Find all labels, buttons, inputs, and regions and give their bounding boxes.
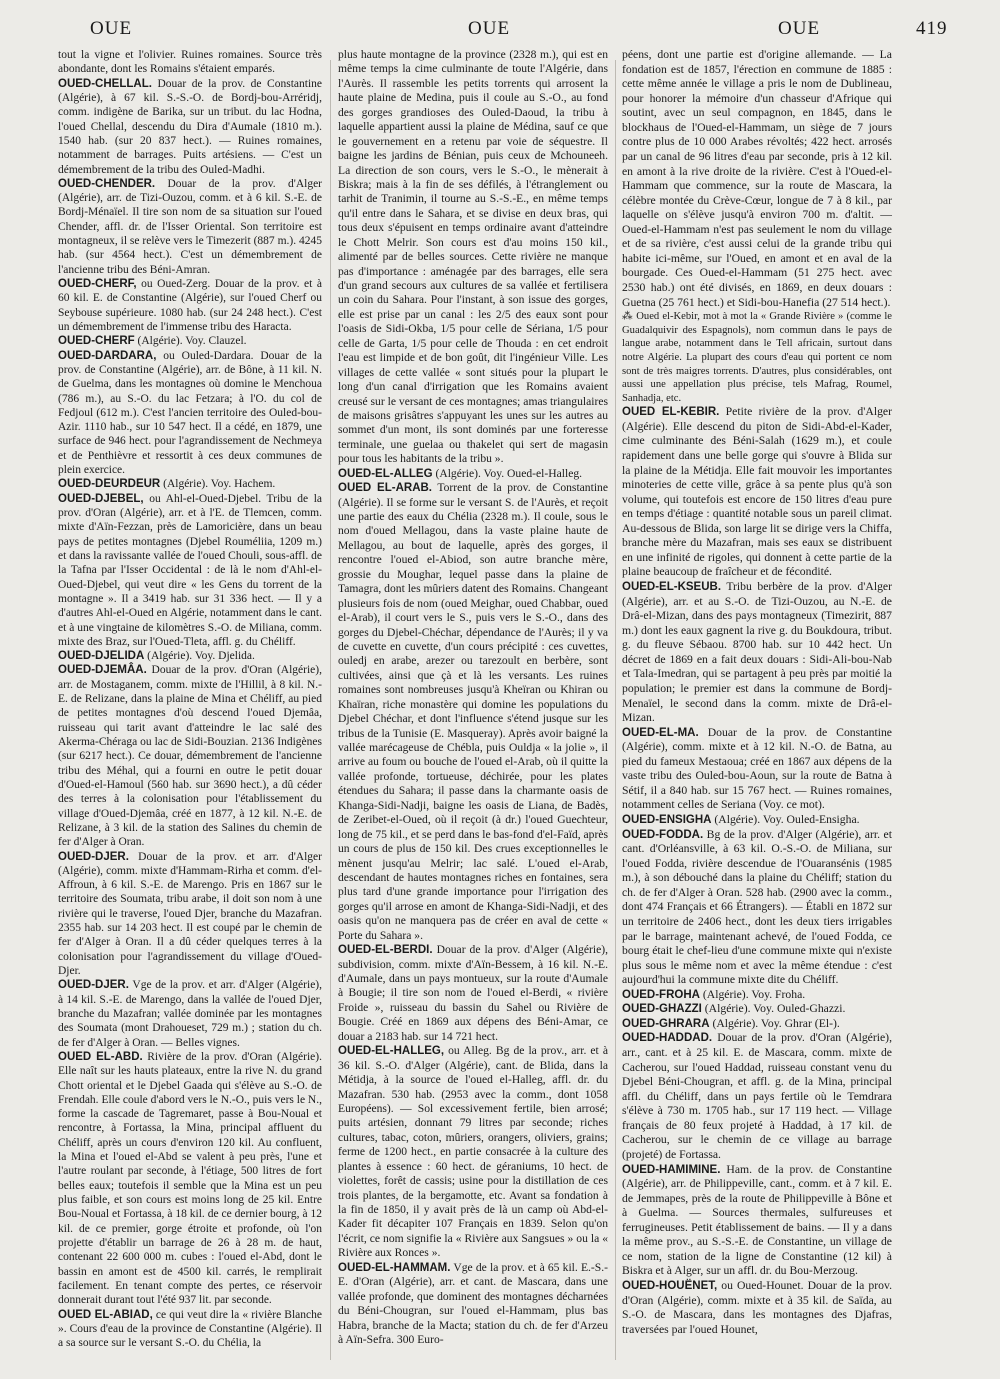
dictionary-entry (58, 77, 322, 177)
entry-headword: OUED-EL-HALLEG, (338, 1045, 445, 1058)
dictionary-entry (58, 663, 322, 849)
entry-headword: OUED-DJER. (58, 979, 129, 992)
dictionary-entry (58, 48, 322, 77)
entry-headword: OUED-CHERF, (58, 278, 137, 290)
entry-headword: OUED-DEURDEUR (58, 478, 161, 491)
entry-text: ou Alleg. Bg de la prov., arr. et à 36 kil. S.-O. d'Alger (Algérie), cant. de Blida, dans la Métidja, à la source de l'oued el-Halleg, affl. dr. du Mazafran. 530 hab. (2953 avec la comm., dont 1058 Européens). — Sol excessivement fertile, bien arrosé; puits artésien, donnant 79 litres par seconde; riches cultures, tabac, coton, mûriers, orangers, oliviers, grains; ferme de 1200 hect., en partie consacrée à la culture des plantes à essence : 60 hect. de géraniums, 10 hect. de violettes, forêt de cassis; usine pour la distillation de ces trois plantes, de la bergamotte, etc. Avant sa fondation à la fin de 1850, il y avait près de là un camp où Abd-el-Kader fit décapiter 107 Français en 1839. Selon qu'on l'écrit, ce nom signifie la « Rivière aux Sangsues » ou la « Rivière aux Ronces ». (338, 1044, 608, 1260)
entry-text: Rivière de la prov. d'Oran (Algérie). Elle naît sur les hauts plateaux, entre la rive N. du grand Chott oriental et le Djebel Gaada qui s'élève au S.-O. de Frendah. Elle coule d'abord vers le N.-O., puis vers le N., forme la cascade de Tagremaret, passe à Bou-Noual et rencontre, à Fortassa, la Mina, principal affluent du Chéliff, après un cours d'environ 120 kil. Au confluent, la Mina et l'oued el-Abd se valent à peu près, l'une et l'autre roulant par seconde, à l'étiage, 500 litres de fort belles eaux; toutefois il semble que la Mina est un peu plus faible, et son cours est moins long de 25 kil. Entre Bou-Noual et Fortassa, à 18 kil. de ce dernier bourg, à 12 kil. de ce premier, gorge étroite et profonde, où l'on projette d'établir un barrage de 26 à 28 m. de haut, contenant 22 600 000 m. cubes : l'oued el-Abd, dont le bassin en amont est de 4500 kil. carrés, le remplirait facilement. En tenant compte des pertes, ce réservoir donnerait durant tout l'été 937 lit. par seconde. (58, 1050, 322, 1307)
entry-headword: OUED-EL-HAMMAM. (338, 1261, 451, 1274)
dictionary-entry (622, 813, 892, 828)
entry-text: plus haute montagne de la province (2328 m.), qui est en même temps la cime culminante de toute l'Algérie, dans l'Aurès. Il rassemble les petits torrents qui arrosent la haute plaine de Medina, puis il coule au S.-O., au fond des gorges grandioses des Ouled-Daoud, la tribu à laquelle appartient aussi la plaine de Médina, sauf ce que le gouvernement en a retenu par voie de séquestre. Il baigne les jardins de Bénian, puis ceux de Mchouneeh. La direction de son cours, vers le S.-O., le mènerait à Biskra; mais à la fin de ses défilés, à l'étranglement ou tarhit de Tranimin, il tourne au S.-S.-E., en même temps qu'il entre dans le Sahara, et se divise en deux bras, qui tous deux s'épuisent en temps ordinaire avant d'atteindre le Chott Melrir. Son cours est d'au moins 150 kil., alimenté par de belles sources. Cette rivière ne manque pas d'importance : aménagée par des barrages, elle sera d'un grand secours aux cultures de sa vallée et fertilisera un coin du Sahara. Pour l'instant, à son issue des gorges, elle est prise par un canal : les 2/5 des eaux sont pour l'oasis de Sidi-Okba, 1/5 pour celle de Sériana, 1/5 pour celle de Garta, 1/5 pour celle de Thouda : en cet endroit l'eau est limpide et de bon goût, dit l'ingénieur Ville. Les villages de cette vallée « sont situés pour la plupart le long d'un canal d'irrigation que les Romains avaient creusé sur le versant de ces montagnes; amas triangulaires de maisons grisâtres s'appuyant les unes sur les autres au sommet d'un mont, ils sont dominés par une forteresse terminale, une guelaa ou thakelet qui sert de magasin pour tous les habitants de la tribu ». (338, 48, 608, 466)
entry-headword: OUED-HAMIMINE. (622, 1163, 721, 1176)
dictionary-entry (622, 1163, 892, 1280)
column-divider (615, 60, 616, 1360)
entry-text: (Algérie). Voy. Djelida. (144, 650, 255, 663)
entry-text: Douar de la prov. d'Alger (Algérie), arr. de Tizi-Ouzou, comm. et à 6 kil. S.-E. de Bordj-Ménaïel. Il tire son nom de sa situation sur l'oued Chender, affl. dr. de l'Isser Oriental. Son territoire est montagneux, il se relève vers le Timezerit (887 m.). 4245 hab. (sur 4564 hect.). C'est un démembrement de l'ancienne tribu des Béni-Amran. (58, 177, 322, 276)
dictionary-entry (58, 1308, 322, 1351)
entry-headword: OUED-FROHA (622, 988, 700, 1001)
entry-headword: OUED-GHRARA (622, 1017, 710, 1030)
column-1 (58, 48, 322, 1350)
entry-text: ou Ahl-el-Oued-Djebel. Tribu de la prov. d'Oran (Algérie), arr. et à l'E. de Tlemcen, comm. mixte d'Aïn-Fezzan, près de Lamoricière, dans un beau pays de petites montagnes (Djebel Rouméliia, 1209 m.) et dans la ravissante vallée de l'oued Chouli, sous-affl. de la Tafna par l'Isser Occidental : de là le nom d'Ahl-el-Oued-Djebel, qui veut dire « les Gens du torrent de la montagne ». Il a 3419 hab. sur 31 336 hect. — Il y a d'autres Ahl-el-Oued en Algérie, notamment dans le cant. et à une vingtaine de kilomètres S.-O. de Miliana, comm. mixte des Braz, sur l'Oued-Tleta, affl. g. du Chéliff. (58, 492, 322, 648)
entry-text: Douar de la prov. de Constantine (Algérie), à 67 kil. S.-S.-O. de Bordj-bou-Arréridj, comm. indigène de Barika, sur un tribut. du lac Hodna, l'oued Chellal, descendu du Dira d'Aumale (1810 m.). 1540 hab. (sur 20 837 hect.). — Ruines romaines, notamment de barrages. Puits artésiens. — C'est un démembrement de la tribu des Ouled-Madhi. (58, 77, 322, 176)
column-2 (338, 48, 608, 1347)
left-headword: OUE (90, 18, 133, 39)
entry-text: (Algérie). Voy. Ouled-Ensigha. (711, 813, 860, 827)
entry-text: (Algérie). Voy. Froha. (699, 987, 806, 1001)
entry-text: (Algérie). Voy. Hachem. (160, 478, 276, 491)
entry-text: (Algérie). Voy. Oued-el-Halleg. (432, 466, 583, 480)
entry-text: Tribu berbère de la prov. d'Alger (Algérie), arr. et au S.-O. de Tizi-Ouzou, au N.-E. de Drâ-el-Mizan, dans des pays montagneux (Timezirit, 887 m.) dont les eaux gagnent la rive g. du Boukdoura, tribut. g. du fleuve Sébaou. 8700 hab. sur 10 442 hect. Un décret de 1869 en a fait deux douars : Sidi-Ali-bou-Nab et Tala-Imedran, qui se partagent à peu près par moitié la population; le premier est dans la commune de Bordj-Menaïel, le second dans la comm. mixte de Drâ-el-Mizan. (622, 580, 892, 725)
entry-text: ou Ouled-Dardara. Douar de la prov. de Constantine (Algérie), arr. de Bône, à 11 kil. N. de Guelma, dans les montagnes où domine le Menchoua (786 m.), au S.-O. du lac Fetzara; à l'O. du col de Fedjoul (612 m.). C'est l'ancien territoire des Ouled-bou-Azir. 1110 hab., sur 10 547 hect. Il a cédé, en 1879, une surface de 946 hect. pour l'agrandissement de Nechmeya et de Penthièvre et ressortit à ces deux communes de plein exercice. (58, 349, 322, 477)
dictionary-entry (58, 349, 322, 478)
dictionary-entry (622, 1017, 892, 1032)
entry-headword: OUED-CHENDER. (58, 177, 156, 190)
dictionary-entry (58, 850, 322, 979)
entry-text: (Algérie). Voy. Clauzel. (134, 335, 247, 348)
dictionary-entry (622, 405, 892, 580)
right-headword: OUE (778, 18, 821, 39)
dictionary-entry (58, 177, 322, 277)
dictionary-entry (622, 1002, 892, 1017)
entry-text: ⁂ Oued el-Kebir, mot à mot la « Grande Rivière » (comme le Guadalquivir des Espagnols), nom commun dans le pays de langue arabe, notamment dans le Tell africain, surtout dans notre Algérie. La plupart des cours d'eau qui portent ce nom sont de très maigres torrents. D'autres, plus considérables, ont aussi une appellation plus précise, tels Mafrag, Roumel, Sanhadja, etc. (622, 311, 892, 404)
dictionary-entry (338, 943, 608, 1044)
entry-headword: OUED-HADDAD. (622, 1032, 713, 1045)
entry-headword: OUED EL-ARAB. (338, 482, 432, 495)
dictionary-entry (622, 1031, 892, 1162)
entry-headword: OUED EL-ABD. (58, 1050, 143, 1063)
dictionary-entry (338, 48, 608, 467)
entry-headword: OUED-DJELIDA (58, 650, 145, 663)
entry-text: Douar de la prov. d'Alger (Algérie), subdivision, comm. mixte d'Aïn-Bessem, à 16 kil. N.-E. d'Aumale, dans un pays montueux, sur la route d'Aumale à Bougie; il tire son nom de l'oued el-Berdi, « rivière Froide », ruisseau du bassin du Sahel ou Rivière de Bougie. Créé en 1869 aux dépens des Béni-Amar, ce douar a 2183 hab. sur 14 721 hect. (338, 943, 608, 1043)
entry-headword: OUED-GHAZZI (622, 1003, 702, 1016)
running-header (0, 18, 1000, 48)
dictionary-entry (58, 978, 322, 1050)
entry-headword: OUED-EL-ALLEG (338, 467, 433, 480)
dictionary-entry (622, 310, 892, 405)
entry-headword: OUED-EL-MA. (622, 726, 699, 739)
entry-text: Vge de la prov. et à 65 kil. E.-S.-E. d'Oran (Algérie), arr. et cant. de Mascara, dans une vallée profonde, que dominent des montagnes décharnées du Béni-Chougran, sur l'oued el-Hammam, plus bas Habra, branche de la Macta; station du ch. de fer d'Arzeu à Aïn-Sefra. 300 Euro- (338, 1260, 608, 1346)
center-headword: OUE (468, 18, 511, 39)
entry-headword: OUED-EL-KSEUB. (622, 581, 722, 594)
entry-text: Douar de la prov. et arr. d'Alger (Algérie), comm. mixte d'Hammam-Rirha et comm. d'el-Affroun, à 6 kil. S.-E. de Marengo. Pris en 1867 sur le territoire des Soumata, tribu arabe, il doit son nom à une rivière qui le traverse, l'oued Djer, branche du Mazafran. 2355 hab. sur 14 203 hect. Il est coupé par le chemin de fer d'Alger à Oran. Il a dû céder quelques terres à la colonisation pour l'agrandissement du village d'Oued-Djer. (58, 850, 322, 977)
dictionary-entry (622, 1279, 892, 1337)
dictionary-entry (58, 277, 322, 334)
dictionary-entry (338, 1261, 608, 1348)
entry-headword: OUED-DJEMÂA. (58, 664, 147, 677)
entry-text: tout la vigne et l'olivier. Ruines romaines. Source très abondante, dont les Romains s'étaient emparés. (58, 49, 322, 76)
entry-headword: OUED-ENSIGHA (622, 814, 712, 827)
dictionary-entry (622, 988, 892, 1003)
dictionary-entry (58, 477, 322, 491)
dictionary-entry (622, 828, 892, 988)
entry-headword: OUED-HOUËNET, (622, 1280, 718, 1293)
entry-text: Petite rivière de la prov. d'Alger (Algérie). Elle descend du piton de Sidi-Abd-el-Kader, cime culminante des Béni-Salah (1629 m.), et coule rapidement dans une belle gorge qui s'ouvre à Blida sur la plaine de la Métidja. Elle fait mouvoir les importantes minoteries de cette ville, grâce à sa pente plus qu'à son volume, qui toutefois est encore de 150 litres d'eau pure en temps d'étiage : quantité notable sous un pareil climat. Au-dessous de Blida, son large lit se dirige vers la Chiffa, branche mère du Mazafran, mais ses eaux se distribuent en une infinité de rigoles, qui donnent à cette partie de la plaine beaucoup de fraîcheur et de fécondité. (622, 405, 892, 579)
dictionary-entry (58, 492, 322, 649)
entry-text: ce qui veut dire la « rivière Blanche ». Cours d'eau de la province de Constantine (Algérie). Il a sa source sur le versant S.-O. du Chélia, la (58, 1308, 322, 1350)
entry-text: Torrent de la prov. de Constantine (Algérie). Il se forme sur le versant S. de l'Aurès, et reçoit une partie des eaux du Chélia (2328 m.). Il coule, sous le nom d'oued Mellagou, dans la vaste plaine haute de Mellagou, au bout de laquelle, après des gorges, il rencontre l'oued el-Abiod, son autre branche mère, grossie du Moughar, lequel passe dans la plaine de Tamagra, dont les mûriers datent des Romains. Changeant plusieurs fois de nom (oued Meighar, oued Chabbar, oued el-Arab), il court vers le S., puis vers le S.-O., dans des gorges du Djebel-Chéchar, dépendance de l'Aurès; il y va de cuvette en cuvette, d'un cours précipité : ces cuvettes, ouledj en arabe, arezer ou tarezoult en berbère, sont cultivées, ainsi que çà et là les versants. Les ruines romaines sont nombreuses jusqu'à Kheïran ou Khiran ou Khaïran, riche monastère qui domine les populations du Djebel Chéchar, et dont l'influence s'étend jusque sur les tribus de la Tunisie (E. Masqueray). Après avoir baigné la vallée marécageuse de Chébla, puis Ouldja « la jolie », il arrive au foum ou bouche de l'oued el-Arab, où il quitte la vallée profonde, tortueuse, déchirée, pour les plates étendues du Sahara; il passe dans la charmante oasis de Khanga-Sidi-Nadji, baigne les oasis de Liana, de Badès, de Zeribet-el-Oued, où il reçoit (à dr.) l'oued Guechteur, long de 75 kil., et se perd dans le bas-fond d'el-Faïd, après un cours de plus de 150 kil. Des crues exceptionnelles le mènent jusqu'au Melrir; lac salé. L'oued el-Arab, descendant de hautes montagnes riches en fontaines, sera plus tard d'une grande importance pour l'irrigation des gorges qu'il arrose en amont de Khanga-Sidi-Nadji, et des oasis qu'on ne manquera pas de créer en aval de cette « Porte du Sahara ». (338, 481, 608, 942)
entry-headword: OUED-DJEBEL, (58, 492, 144, 505)
entry-text: Douar de la prov. d'Oran (Algérie), arr. de Mostaganem, comm. mixte de l'Hillil, à 8 kil. N.-E. de Relizane, dans la plaine de Mina et Chéliff, au pied de petites montagnes d'où descend l'oued Djemâa, ruisseau qui tarit avant d'atteindre le lac salé des Akerma-Chéraga ou lac de Sidi-Bouzian. 2136 Indigènes (sur 6217 hect.). Ce douar, démembrement de l'ancienne tribu des Méhal, qui a fourni en outre le petit douar d'Oued-el-Hamoul (560 hab. sur 3690 hect.), a dû céder des terres à la colonisation pour l'établissement du village d'Oued-Djemâa, créé en 1877, à 12 kil. N.-E. de Relizane, à 3 kil. de la station des Salines du chemin de fer d'Alger à Oran. (58, 664, 322, 849)
entry-headword: OUED-CHELLAL. (58, 77, 152, 90)
dictionary-entry (338, 481, 608, 943)
entry-text: Ham. de la prov. de Constantine (Algérie), arr. de Philippeville, cant., comm. et à 7 kil. E. de Jemmapes, près de la route de Philippeville à Bône et à Guelma. — Sources thermales, sulfureuses et ferrugineuses. Petit établissement de bains. — Il y a dans la même prov., au S.-S.-E. de Constantine, un village de ce nom, station de la ligne de Constantine (12 kil) à Biskra et à Alger, sur un affl. dr. du Bou-Merzoug. (622, 1162, 892, 1278)
page-number: 419 (916, 18, 948, 39)
entry-headword: OUED-DJER. (58, 850, 129, 863)
entry-text: (Algérie). Voy. Ghrar (El-). (709, 1016, 840, 1030)
dictionary-entry (338, 1044, 608, 1261)
entry-text: péens, dont une partie est d'origine allemande. — La fondation est de 1857, l'érection en commune de 1885 : cette même année le village a pris le nom de Dublineau, pour honorer la mémoire d'un chasseur d'Afrique qui soutint, avec un seul compagnon, en 1845, dans le blockhaus de l'Oued-el-Hammam, un siège de 7 jours contre plus de 10 000 Arabes révoltés; 422 hect. arrosés par un canal de 96 litres d'eau par seconde, pris à 12 kil. en amont à la rive droite de la rivière. C'est à l'Oued-el-Hammam que commence, sur la route de Mascara, la célèbre montée du Crève-Cœur, longue de 7 à 8 kil., par laquelle on s'élève jusqu'à environ 700 m. d'altit. — Oued-el-Hammam n'est pas seulement le nom du village et de sa rivière, c'est aussi celui de la grande tribu qui habite ici-même, sur l'Oued, en amont et en aval de la bourgade. Ces Oued-el-Hammam (51 275 hect. avec 2530 hab.) ont été divisés, en 1869, en deux douars : Guetna (25 761 hect.) et Sidi-bou-Hanefia (27 514 hect.). (622, 48, 892, 309)
entry-headword: OUED EL-KEBIR. (622, 406, 720, 419)
dictionary-entry (622, 726, 892, 813)
entry-headword: OUED-CHERF (58, 335, 135, 348)
entry-text: ou Oued-Zerg. Douar de la prov. et à 60 kil. E. de Constantine (Algérie), sur l'oued Cherf ou Seybouse supérieure. 1080 hab. (sur 24 248 hect.). C'est un démembrement de l'immense tribu des Haracta. (58, 278, 322, 333)
entry-headword: OUED-DARDARA, (58, 349, 157, 362)
dictionary-entry (58, 334, 322, 348)
entry-headword: OUED-FODDA. (622, 828, 704, 841)
dictionary-entry (622, 580, 892, 726)
dictionary-entry (58, 1050, 322, 1308)
column-divider (330, 60, 331, 1360)
dictionary-entry (338, 467, 608, 481)
dictionary-entry (622, 48, 892, 310)
entry-text: Bg de la prov. d'Alger (Algérie), arr. et cant. d'Orléansville, à 63 kil. O.-S.-O. de Miliana, sur l'oued Fodda, rivière descendue de l'Ouaransénis (1985 m.), à son débouché dans la plaine du Chéliff; station du ch. de fer d'Alger à Oran. 528 hab. (2900 avec la comm., dont 474 Français et 66 Étrangers). — Établi en 1872 sur un territoire de 2406 hect., dont les deux tiers irrigables par le barrage, maintenant achevé, de l'oued Fodda, ce bourg était le chef-lieu d'une commune mixte qui n'existe plus sous le même nom et avec la même étendue : c'est aujourd'hui la commune mixte dite du Chéliff. (622, 827, 892, 987)
entry-headword: OUED-EL-BERDI. (338, 944, 433, 957)
entry-text: (Algérie). Voy. Ouled-Ghazzi. (701, 1002, 846, 1016)
entry-text: Vge de la prov. et arr. d'Alger (Algérie), à 14 kil. S.-E. de Marengo, dans la vallée de l'oued Djer, branche du Mazafran; vallée dominée par les montagnes des Soumata (mont Drahoueset, 729 m.) ; station du ch. de fer d'Alger à Oran. — Belles vignes. (58, 979, 322, 1049)
entry-text: ou Oued-Hounet. Douar de la prov. d'Oran (Algérie), comm. mixte et à 35 kil. de Saïda, au S.-O. de Mascara, dans les montagnes des Djafras, traversées par l'oued Hounet, (622, 1279, 892, 1336)
entry-text: Douar de la prov. d'Oran (Algérie), arr., cant. et à 25 kil. E. de Mascara, comm. mixte de Cacherou, sur l'oued Haddad, ruisseau constant venu du Djebel Béni-Chougran, et affl. g. de la Mina, principal affl. du Chéliff, dans un pays fertile où le Temdrara s'élève à 730 m. 1705 hab., sur 17 119 hect. — Village français de 80 feux projeté à Haddad, à 17 kil. de Cacherou, sur le chemin de ce village au barrage (projeté) de Fortassa. (622, 1031, 892, 1161)
entry-text: Douar de la prov. de Constantine (Algérie), comm. mixte et à 12 kil. N.-O. de Batna, au pied du fameux Mestaoua; créé en 1867 aux dépens de la vaste tribu des Ouled-bou-Aoun, sur la route de Batna à Sétif, il a 840 hab. sur 15 767 hect. — Ruines romaines, notamment celles de Seriana (Voy. ce mot). (622, 725, 892, 812)
entry-headword: OUED EL-ABIAD, (58, 1308, 153, 1321)
column-3 (622, 48, 892, 1337)
dictionary-entry (58, 649, 322, 663)
